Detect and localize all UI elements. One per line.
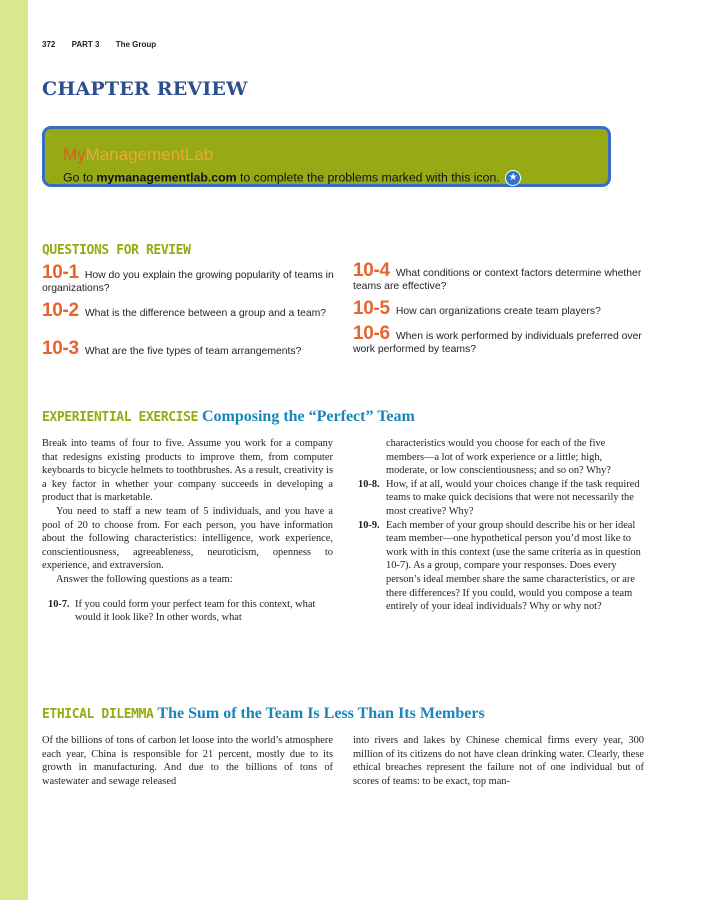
star-icon: ★ bbox=[505, 170, 521, 186]
exercise-question-10-7 bbox=[42, 598, 333, 625]
question-item bbox=[353, 260, 645, 293]
part-title: The Group bbox=[115, 40, 157, 49]
section-label: ETHICAL DILEMMA bbox=[42, 707, 154, 722]
section-subtitle: Composing the “Perfect” Team bbox=[201, 408, 415, 425]
mml-text-after: to complete the problems marked with this icon. bbox=[236, 170, 500, 185]
mymanagementlab-instructions bbox=[63, 170, 521, 186]
question-number: 10-9. bbox=[358, 519, 380, 531]
mml-text-before: Go to bbox=[63, 170, 97, 185]
paragraph: You need to staff a new team of 5 individuals, and you have a pool of 20 to choose from. For each person, you have information about the following characteristics: intelligence, work experience, conscientiousness, agreeableness, neuroticism, openness to experience, and extraversion. bbox=[42, 505, 333, 572]
exercise-question-10-7-continued bbox=[358, 437, 643, 478]
question-text: What are the five types of team arrangements? bbox=[84, 346, 302, 357]
page-number: 372 bbox=[42, 40, 56, 49]
ethical-right-column bbox=[353, 734, 644, 788]
question-number: 10-8. bbox=[358, 478, 380, 490]
question-text: How do you explain the growing popularity of teams in organizations? bbox=[42, 270, 334, 294]
ethical-left-column bbox=[42, 734, 333, 788]
question-number: 10-5 bbox=[353, 298, 390, 319]
question-number: 10-1 bbox=[42, 262, 79, 283]
questions-title: QUESTIONS FOR REVIEW bbox=[42, 243, 191, 258]
paragraph: Break into teams of four to five. Assume you work for a company that redesigns existing products to improve them, from computer keyboards to bicycle helmets to toothbrushes. As a result, creativity is a key factor in whether your company succeeds in developing a product that is marketable. bbox=[42, 438, 333, 504]
ethical-dilemma-title bbox=[42, 705, 485, 723]
mml-link[interactable]: mymanagementlab.com bbox=[96, 170, 237, 185]
question-text: characteristics would you choose for each of the five members—a lot of work experience or a little; high, moderate, or low conscientiousness; and so on? Why? bbox=[386, 438, 611, 477]
question-number: 10-3 bbox=[42, 338, 79, 359]
paragraph: into rivers and lakes by Chinese chemical firms every year, 300 million of its citizens do not have clean drinking water. Clearly, these ethical breaches represent the failure not of one individual but of scores of teams: to be exact, top man- bbox=[353, 735, 644, 787]
mymanagementlab-logo bbox=[63, 145, 213, 165]
experiential-right-column bbox=[358, 437, 643, 614]
question-item bbox=[42, 262, 334, 295]
part-label: PART 3 bbox=[71, 40, 100, 49]
question-item bbox=[353, 298, 645, 319]
question-text: Each member of your group should describe his or her ideal team member—one hypothetical person you’d most like to work with in this context (use the same criteria as in question 10-7). As a group, compare your responses. Does every person’s ideal member share the same characteristics, or are there differences? If you could, would you compose a team entirely of your ideal individuals? Why or why not? bbox=[386, 519, 641, 613]
experiential-left-column bbox=[42, 437, 333, 625]
chapter-title: CHAPTER REVIEW bbox=[42, 78, 248, 100]
question-number: 10-6 bbox=[353, 323, 390, 344]
question-item bbox=[42, 338, 334, 359]
experiential-exercise-title bbox=[42, 408, 415, 426]
question-text: How can organizations create team players? bbox=[395, 306, 601, 317]
mymanagementlab-banner bbox=[42, 126, 611, 187]
logo-my: My bbox=[63, 145, 86, 164]
section-label: EXPERIENTIAL EXERCISE bbox=[42, 410, 198, 425]
running-header bbox=[42, 40, 170, 49]
question-number: 10-4 bbox=[353, 260, 390, 281]
paragraph: Of the billions of tons of carbon let loose into the world’s atmosphere each year, China is responsible for 21 percent, mostly due to its growth in manufacturing. And due to the billions of tons of wastewater and sewage released bbox=[42, 735, 333, 787]
exercise-question-10-9 bbox=[358, 519, 643, 614]
question-text: When is work performed by individuals preferred over work performed by teams? bbox=[353, 331, 642, 355]
exercise-question-10-8 bbox=[358, 478, 643, 519]
question-text: How, if at all, would your choices change if the task required teams to make quick decisions that were not necessarily the most creative? Why? bbox=[386, 478, 640, 517]
question-text: If you could form your perfect team for this context, what would it look like? In other words, what bbox=[75, 598, 316, 624]
paragraph: Answer the following questions as a team: bbox=[56, 573, 233, 585]
question-text: What conditions or context factors determine whether teams are effective? bbox=[353, 268, 642, 292]
section-subtitle: The Sum of the Team Is Less Than Its Members bbox=[157, 705, 485, 722]
side-color-strip bbox=[0, 0, 28, 900]
question-text: What is the difference between a group and a team? bbox=[84, 308, 327, 319]
logo-rest: ManagementLab bbox=[85, 145, 214, 164]
question-item bbox=[353, 323, 645, 356]
question-number: 10-2 bbox=[42, 300, 79, 321]
question-number: 10-7. bbox=[48, 598, 70, 610]
question-item bbox=[42, 300, 334, 321]
